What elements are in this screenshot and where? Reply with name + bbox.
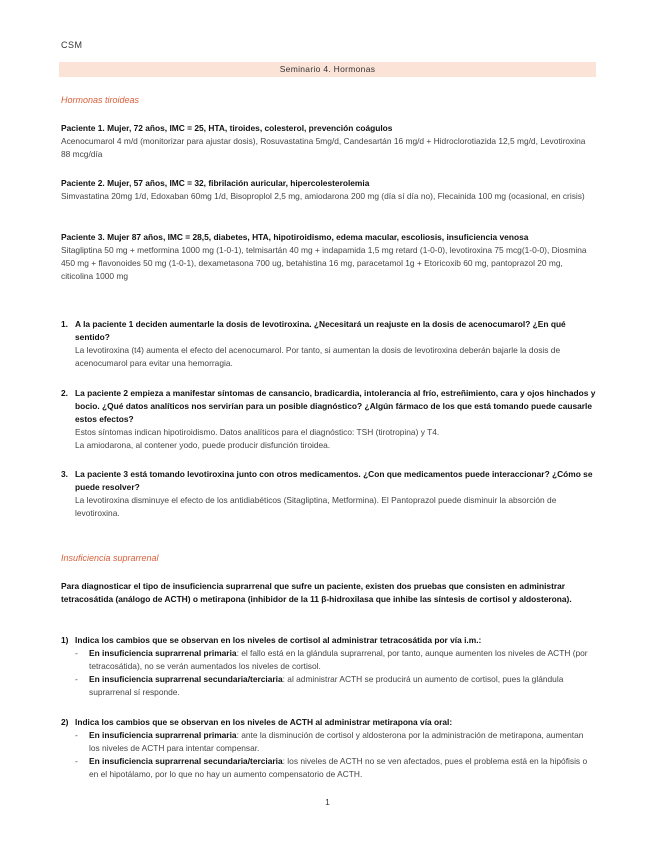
adrenal-intro: Para diagnosticar el tipo de insuficiencia suprarrenal que sufre un paciente, existen dos pruebas que consisten en administrar tetracosátida (análogo de ACTH) o metirapona (inhibidor de la 11 β-hidroxilasa que inhibe las síntesis de cortisol y aldosterona). (61, 581, 572, 604)
list-item: - En insuficiencia suprarrenal secundaria/terciaria: los niveles de ACTH no se ven afectados, pues el problema está en la hipófisis o en el hipotálamo, por lo que no hay un aumento compensatorio de ACTH. (75, 756, 588, 779)
list-item: - En insuficiencia suprarrenal primaria: el fallo está en la glándula suprarrenal, por tanto, aunque aumenten los niveles de ACTH (por tetracosátida), no se verán aumentados los niveles de cortisol. (75, 648, 588, 671)
thyroid-question-1 (61, 318, 596, 370)
question-text: Indica los cambios que se observan en los niveles de cortisol al administrar tetracosátida por vía i.m.: (75, 635, 482, 645)
patient-detail: Simvastatina 20mg 1/d, Edoxaban 60mg 1/d, Bisoproplol 2,5 mg, amiodarona 200 mg (día sí día no), Flecainida 100 mg (ocasional, en crisis) (61, 191, 585, 201)
answer-list (61, 647, 596, 699)
question-number: 1. (61, 319, 68, 329)
patient-heading: Paciente 1. Mujer, 72 años, IMC = 25, HTA, tiroides, colesterol, prevención coágulos (61, 123, 393, 133)
answer-text: La levotiroxina disminuye el efecto de los antidiabéticos (Sitagliptina, Metformina). El Pantoprazol puede disminuir la absorción de levotiroxina. (75, 495, 557, 518)
section-title-thyroid: Hormonas tiroideas (61, 95, 140, 105)
list-item: - En insuficiencia suprarrenal secundaria/terciaria: al administrar ACTH se producirá un aumento de cortisol, pues la glándula suprarrenal sí responde. (75, 674, 564, 697)
question-number: 2. (61, 388, 68, 398)
page-title: Seminario 4. Hormonas (279, 64, 376, 74)
patient-detail: Sitagliptina 50 mg + metformina 1000 mg (1-0-1), telmisartán 40 mg + indapamida 1,5 mg retard (1-0-0), levotiroxina 75 mcg(1-0-0), Diosmina 450 mg + flavonoides 50 mg (1-0-1), dexametasona 700 ug, betahistina 16 mg, paracetamol 1g + Etoricoxib 60 mg, pantoprazol 20 mg, citicolina 1000 mg (61, 245, 587, 281)
adrenal-question-2 (61, 716, 596, 781)
answer-text: Estos síntomas indican hipotiroidismo. Datos analíticos para el diagnóstico: TSH (tirotropina) y T4. (75, 427, 440, 437)
author-initials: CSM (61, 40, 83, 50)
page-number: 1 (325, 797, 330, 807)
question-number: 2) (61, 717, 69, 727)
question-number: 1) (61, 635, 69, 645)
patient-heading: Paciente 3. Mujer 87 años, IMC = 28,5, diabetes, HTA, hipotiroidismo, edema macular, escoliosis, insuficiencia venosa (61, 232, 529, 242)
question-text: La paciente 3 está tomando levotiroxina junto con otros medicamentos. ¿Con que medicamentos puede interaccionar? ¿Cómo se puede resolver? (75, 469, 593, 492)
patient-3 (61, 231, 596, 283)
question-text: Indica los cambios que se observan en los niveles de ACTH al administrar metirapona vía oral: (75, 717, 453, 727)
answer-text-2: La amiodarona, al contener yodo, puede producir disfunción tiroidea. (75, 440, 331, 450)
patient-2 (61, 177, 596, 203)
title-bar (59, 62, 596, 77)
thyroid-question-3 (61, 468, 596, 520)
question-number: 3. (61, 469, 68, 479)
patient-heading: Paciente 2. Mujer, 57 años, IMC = 32, fibrilación auricular, hipercolesterolemia (61, 178, 370, 188)
answer-list (61, 729, 596, 781)
list-item: - En insuficiencia suprarrenal primaria: ante la disminución de cortisol y aldosterona por la administración de metirapona, aumentan los niveles de ACTH para intentar compensar. (75, 730, 584, 753)
thyroid-question-2 (61, 387, 596, 452)
question-text: La paciente 2 empieza a manifestar síntomas de cansancio, bradicardia, intolerancia al frío, estreñimiento, cara y ojos hinchados y bocio. ¿Qué datos analíticos nos servirían para un posible diagnóstico? ¿Algún fármaco de los que está tomando puede causarle estos efectos? (75, 388, 596, 424)
patient-1 (61, 122, 596, 161)
adrenal-question-1 (61, 634, 596, 699)
section-title-adrenal: Insuficiencia suprarrenal (61, 553, 159, 563)
patient-detail: Acenocumarol 4 m/d (monitorizar para ajustar dosis), Rosuvastatina 5mg/d, Candesartán 16 mg/d + Hidroclorotiazida 12,5 mg/d, Levotiroxina 88 mcg/día (61, 136, 586, 159)
question-text: A la paciente 1 deciden aumentarle la dosis de levotiroxina. ¿Necesitará un reajuste en la dosis de acenocumarol? ¿En qué sentido? (75, 319, 566, 342)
answer-text: La levotiroxina (t4) aumenta el efecto del acenocumarol. Por tanto, si aumentan la dosis de levotiroxina deberán bajarle la dosis de acenocumarol para evitar una hemorragia. (75, 345, 561, 368)
